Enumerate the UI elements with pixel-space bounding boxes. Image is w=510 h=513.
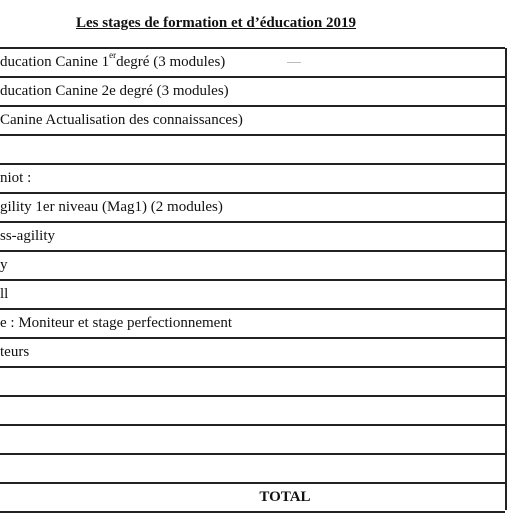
table-row <box>0 222 510 251</box>
table-row <box>0 135 510 164</box>
table-row <box>0 396 510 425</box>
table-row <box>0 48 510 77</box>
document-title: Les stages de formation et d’éducation 2019 <box>76 15 356 31</box>
faint-dash <box>287 62 301 63</box>
table-row <box>0 338 510 367</box>
stage-label: ll <box>0 286 9 302</box>
stage-label: e : Moniteur et stage perfectionnement <box>0 315 232 331</box>
stage-label: niot : <box>0 170 32 186</box>
table-row <box>0 106 510 135</box>
table-row <box>0 367 510 396</box>
table-row <box>0 309 510 338</box>
table-row <box>0 77 510 106</box>
stage-label-part: ducation Canine 1 <box>0 54 110 70</box>
table-row <box>0 164 510 193</box>
superscript: er <box>109 50 117 60</box>
stage-label: y <box>0 257 8 273</box>
stage-label <box>0 48 225 77</box>
stage-label: ss-agility <box>0 228 55 244</box>
table-row <box>0 454 510 483</box>
table-row <box>0 483 510 512</box>
total-label: TOTAL <box>259 489 311 505</box>
table-row <box>0 251 510 280</box>
stage-label: ducation Canine 2e degré (3 modules) <box>0 83 229 99</box>
table-row <box>0 193 510 222</box>
stage-label: Canine Actualisation des connaissances) <box>0 112 243 128</box>
stage-label: teurs <box>0 344 30 360</box>
table-row <box>0 280 510 309</box>
stage-label-part: degré (3 modules) <box>116 54 226 70</box>
table-row <box>0 425 510 454</box>
stage-label: gility 1er niveau (Mag1) (2 modules) <box>0 199 223 215</box>
